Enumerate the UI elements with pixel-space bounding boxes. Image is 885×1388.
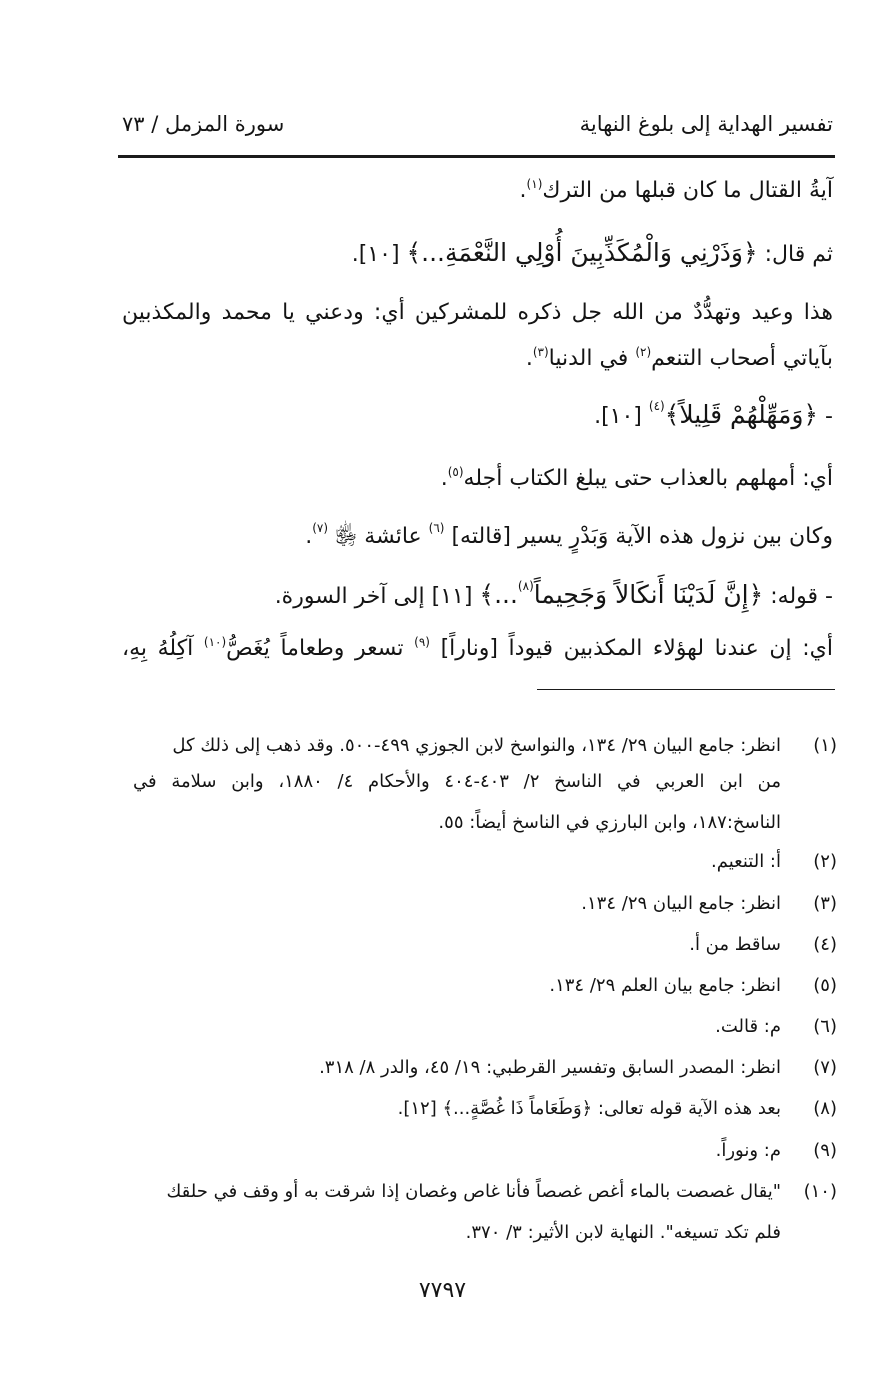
footnote-3: (٣)انظر: جامع البيان ٢٩/ ١٣٤.	[581, 893, 837, 914]
body-line-6: أي: أمهلهم بالعذاب حتى يبلغ الكتاب أجله$^{(٥)}$.	[440, 465, 833, 491]
footnote-10-line-2: فلم تكد تسيغه". النهاية لابن الأثير: ٣/ ٣٧٠.	[465, 1222, 781, 1243]
quran-verse: ﴿وَمَهِّلْهُمْ قَلِيلاً﴾	[664, 400, 819, 429]
footnote-separator	[537, 689, 835, 690]
quran-verse: ﴿إِنَّ لَدَيْنَا أَنكَالاً وَجَحِيماً	[533, 580, 764, 609]
footnote-ref: (٦)	[428, 521, 445, 535]
footnote-9: (٩)م: ونوراً.	[715, 1140, 837, 1161]
body-line-1: آيةُ القتال ما كان قبلها من الترك$^{(١)}$.	[519, 177, 833, 203]
footnote-2: (٢)أ: التنعيم.	[711, 851, 837, 872]
footnote-ref: (٥)	[447, 465, 464, 479]
footnote-ref: (٨)	[517, 579, 534, 593]
footnote-1: (١)انظر: جامع البيان ٢٩/ ١٣٤، والنواسخ لابن الجوزي ٤٩٩-٥٠٠. وقد ذهب إلى ذلك كل	[172, 735, 837, 756]
footnote-ref: (٤)	[648, 399, 665, 413]
page-number: ٧٧٩٧	[418, 1278, 467, 1303]
book-title: تفسير الهداية إلى بلوغ النهاية	[579, 112, 833, 136]
header-rule	[118, 155, 835, 158]
surah-title: سورة المزمل / ٧٣	[122, 112, 285, 136]
footnote-1-line-2: من ابن العربي في الناسخ ٢/ ٤٠٣-٤٠٤ والأحكام ٤/ ١٨٨٠، وابن سلامة في	[133, 771, 781, 792]
footnote-ref: (٧)	[312, 521, 329, 535]
footnote-ref: (١)	[526, 177, 543, 191]
footnote-1-line-3: الناسخ:١٨٧، وابن البارزي في الناسخ أيضاً: ٥٥.	[438, 812, 781, 833]
footnote-ref: (٩)	[414, 635, 430, 649]
footnote-ref: (٣)	[532, 345, 549, 359]
body-line-2: ثم قال: ﴿وَذَرْنِي وَالْمُكَذِّبِينَ أُوْلِي النَّعْمَةِ...﴾ [١٠].	[351, 238, 833, 267]
body-line-9: أي: إن عندنا لهؤلاء المكذبين قيوداً [وناراً] $^{(٩)}$ تسعر وطعاماً يُغَصُّ$^{(١٠)}$ آكِلُهُ بِهِ،	[122, 635, 834, 661]
footnote-8: (٨)بعد هذه الآية قوله تعالى: ﴿وَطَعَاماً ذَا غُصَّةٍ...﴾ [١٢].	[397, 1098, 837, 1119]
footnote-6: (٦)م: قالت.	[715, 1016, 837, 1037]
footnote-ref: (٢)	[635, 345, 652, 359]
footnote-4: (٤)ساقط من أ.	[689, 934, 837, 955]
footnote-7: (٧)انظر: المصدر السابق وتفسير القرطبي: ١٩/ ٤٥، والدر ٨/ ٣١٨.	[319, 1057, 837, 1078]
footnote-5: (٥)انظر: جامع بيان العلم ٢٩/ ١٣٤.	[549, 975, 837, 996]
body-line-5: - ﴿وَمَهِّلْهُمْ قَلِيلاً﴾$^{(٤)}$ [١٠].	[594, 399, 833, 429]
body-line-3: هذا وعيد وتهدُّدٌ من الله جل ذكره للمشركين أي: ودعني يا محمد والمكذبين	[122, 300, 833, 325]
footnote-10: (١٠)"يقال غصصت بالماء أغص غصصاً فأنا غاص وغصان إذا شرقت به أو وقف في حلقك	[166, 1181, 837, 1202]
quran-verse: ﴿وَذَرْنِي وَالْمُكَذِّبِينَ أُوْلِي النَّعْمَةِ...﴾	[406, 238, 758, 267]
body-line-8: - قوله: ﴿إِنَّ لَدَيْنَا أَنكَالاً وَجَحِيماً$^{(٨)}$...﴾ [١١] إلى آخر السورة.	[274, 579, 833, 609]
footnote-ref: (١٠)	[203, 635, 227, 649]
body-line-4: بآياتي أصحاب التنعم$^{(٢)}$ في الدنيا$^{(٣)}$.	[525, 345, 833, 371]
body-line-7: وكان بين نزول هذه الآية وَبَدْرٍ يسير [قالته] $^{(٦)}$ عائشة ﵂ $^{(٧)}$.	[305, 521, 833, 549]
